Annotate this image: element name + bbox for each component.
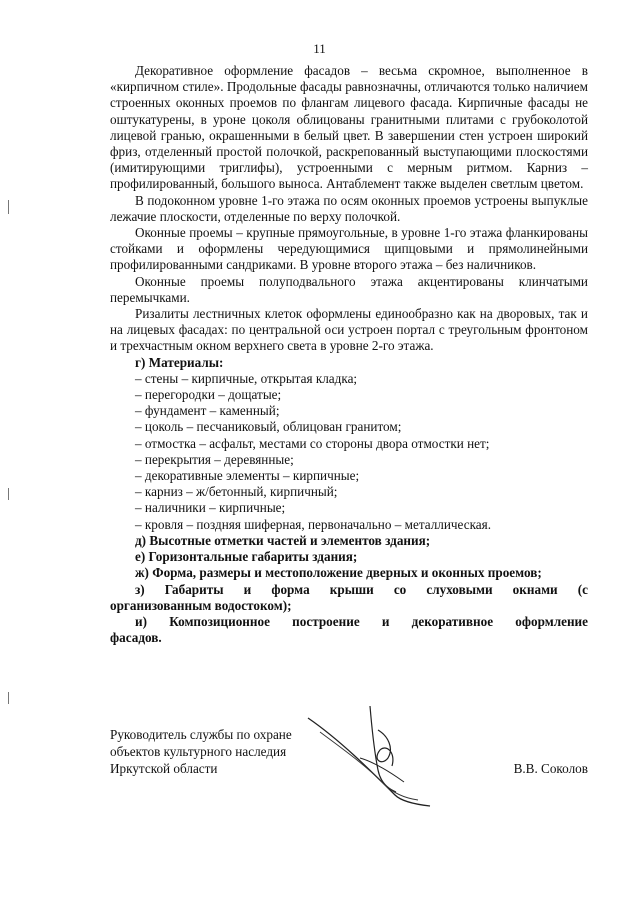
section-composition-heading-cont: фасадов. (110, 630, 162, 646)
materials-list (110, 371, 588, 533)
paragraph-staircase-risalits: Ризалиты лестничных клеток оформлены единообразно как на дворовых, так и на лицевых фасадах: по центральной оси устроен портал с треугольным фронтоном и трехчастным окном верхнего света в уровне 2-го этажа. (110, 306, 588, 354)
signature-block (110, 726, 588, 777)
materials-item: – цоколь – песчаниковый, облицован гранитом; (135, 419, 402, 435)
materials-item: – перегородки – дощатые; (135, 387, 282, 403)
materials-heading: г) Материалы: (135, 354, 224, 370)
section-composition-heading: и) Композиционное построение и декоративное оформление (135, 613, 588, 629)
materials-item: – фундамент – каменный; (135, 403, 280, 419)
materials-item: – отмостка – асфальт, местами со стороны двора отмостки нет; (135, 435, 490, 451)
paragraph-window-sill-level: В подоконном уровне 1-го этажа по осям оконных проемов устроены выпуклые лежачие плоскости, отделенные по верху полочкой. (110, 192, 588, 224)
section-dimensions-heading: е) Горизонтальные габариты здания; (135, 549, 358, 565)
signatory-name: В.В. Соколов (513, 761, 588, 776)
document-body (110, 63, 588, 646)
margin-mark (8, 200, 9, 214)
paragraph-window-openings: Оконные проемы – крупные прямоугольные, в уровне 1-го этажа фланкированы стойками и оформлены чередующимися щипцовыми и прямолинейными профилированными сандриками. В уровне второго этажа – без наличников. (110, 225, 588, 273)
margin-mark (8, 692, 9, 704)
signatory-title-line-3: Иркутской области (110, 761, 218, 776)
materials-item: – кровля – поздняя шиферная, первоначально – металлическая. (135, 516, 492, 532)
section-heights-heading: д) Высотные отметки частей и элементов здания; (135, 532, 431, 548)
materials-item: – карниз – ж/бетонный, кирпичный; (135, 484, 338, 500)
section-openings-heading: ж) Форма, размеры и местоположение дверных и оконных проемов; (135, 565, 542, 581)
materials-item: – наличники – кирпичные; (135, 500, 286, 516)
paragraph-basement-openings: Оконные проемы полуподвального этажа акцентированы клинчатыми перемычками. (110, 273, 588, 305)
paragraph-facade-decoration: Декоративное оформление фасадов – весьма скромное, выполненное в «кирпичном стиле». Продольные фасады равнозначны, отличаются только наличием строенных оконных проемов по флангам лицевого фасада. Кирпичные фасады не оштукатурены, в уроне цоколя облицованы гранитными плитами с грубоколотой лицевой гранью, окрашенными в белый цвет. В завершении стен устроен широкий фриз, отделенный простой полочкой, раскрепованный выступающими плоскостями (имитирующими триглифы), устроенными с мерным ритмом. Карниз – профилированный, большого выноса. Антаблемент также выделен светлым цветом. (110, 63, 588, 192)
materials-item: – декоративные элементы – кирпичные; (135, 468, 360, 484)
materials-item: – стены – кирпичные, открытая кладка; (135, 370, 358, 386)
materials-item: – перекрытия – деревянные; (135, 451, 294, 467)
section-roof-heading: з) Габариты и форма крыши со слуховыми окнами (с (135, 581, 588, 597)
signatory-title-line-2: объектов культурного наследия (110, 744, 287, 759)
page-number: 11 (313, 41, 326, 56)
section-roof-heading-cont: организованным водостоком); (110, 597, 292, 613)
margin-mark (8, 488, 9, 500)
signatory-title-line-1: Руководитель службы по охране (110, 727, 292, 742)
